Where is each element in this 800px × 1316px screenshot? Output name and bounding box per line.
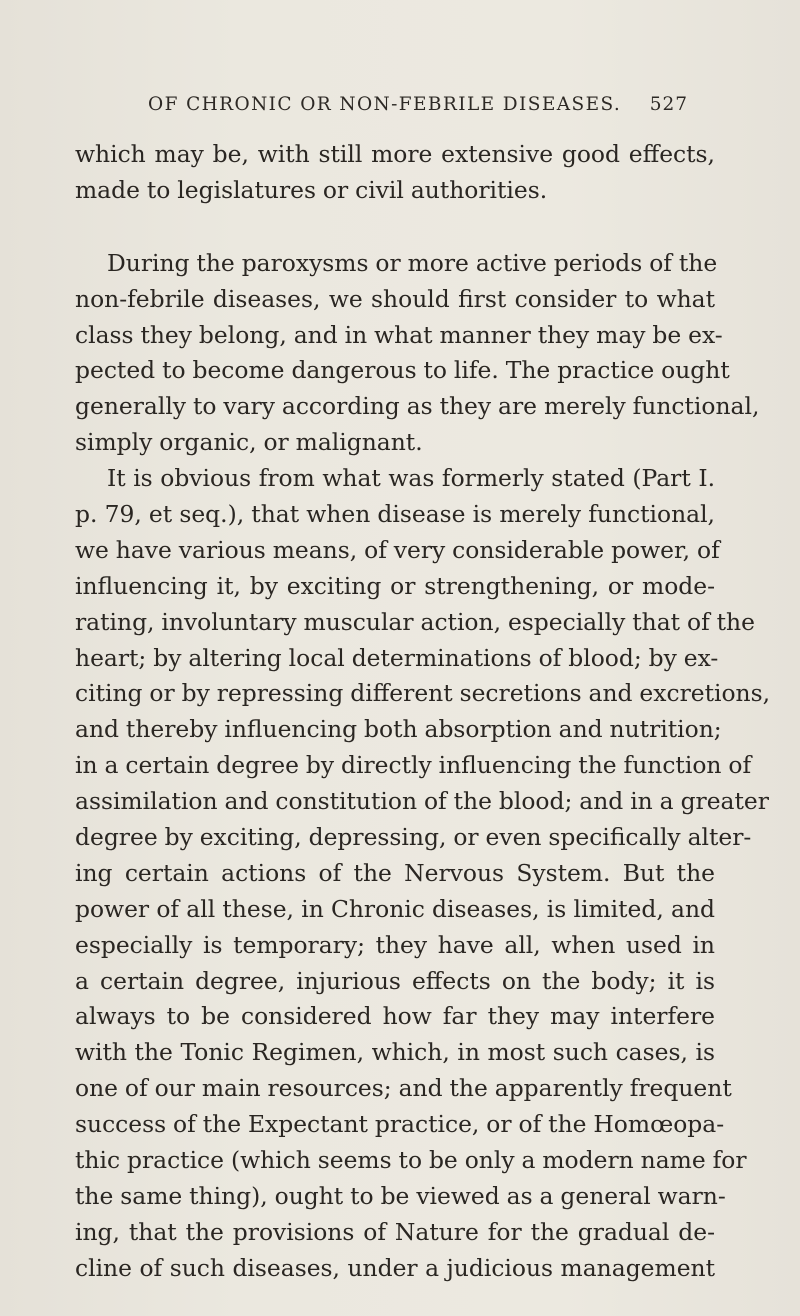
text-line: It is obvious from what was formerly stated (Part I. — [107, 464, 715, 493]
text-line: class they belong, and in what manner they may be ex- — [75, 320, 723, 349]
paragraph — [75, 137, 715, 209]
text-line: heart; by altering local determinations of blood; by ex- — [75, 643, 719, 672]
text-line: one of our main resources; and the apparently frequent — [75, 1074, 732, 1103]
text-line: assimilation and constitution of the blood; and in a greater — [75, 787, 769, 816]
text-line: and thereby influencing both absorption and nutrition; — [75, 715, 722, 744]
running-head — [148, 94, 688, 115]
text-line: especially is temporary; they have all, when used in — [75, 930, 715, 959]
text-line: we have various means, of very considerable power, of — [75, 535, 720, 564]
text-line: influencing it, by exciting or strengthening, or mode- — [75, 571, 715, 600]
text-line: ing certain actions of the Nervous System. But the — [75, 858, 715, 887]
text-line: non-febrile diseases, we should first consider to what — [75, 284, 715, 313]
text-line: ing, that the provisions of Nature for the gradual de- — [75, 1217, 715, 1246]
text-line: pected to become dangerous to life. The practice ought — [75, 356, 730, 385]
text-line: generally to vary according as they are merely functional, — [75, 392, 760, 421]
text-line: degree by exciting, depressing, or even specifically alter- — [75, 823, 752, 852]
text-line: rating, involuntary muscular action, especially that of the — [75, 607, 755, 636]
text-line: power of all these, in Chronic diseases, is limited, and — [75, 894, 715, 923]
text-line: a certain degree, injurious effects on the body; it is — [75, 966, 715, 995]
body-text — [75, 137, 771, 1287]
text-line: which may be, with still more extensive good effects, — [75, 140, 715, 168]
text-line: in a certain degree by directly influencing the function of — [75, 751, 752, 780]
text-line: always to be considered how far they may interfere — [75, 1002, 715, 1031]
text-line: success of the Expectant practice, or of the Homœopa- — [75, 1110, 725, 1139]
paragraph — [75, 461, 771, 1286]
text-line: cline of such diseases, under a judicious management — [75, 1253, 715, 1282]
text-line: made to legislatures or civil authorities. — [75, 175, 548, 204]
running-head-title: OF CHRONIC OR NON-FEBRILE DISEASES. — [148, 94, 622, 115]
text-line: During the paroxysms or more active periods of the — [107, 248, 718, 277]
page-number: 527 — [649, 94, 688, 115]
text-line: thic practice (which seems to be only a modern name for — [75, 1146, 747, 1175]
text-line: with the Tonic Regimen, which, in most such cases, is — [75, 1038, 715, 1067]
text-line: simply organic, or malignant. — [75, 428, 423, 457]
text-line: the same thing), ought to be viewed as a general warn- — [75, 1181, 726, 1210]
paragraph — [75, 246, 760, 461]
text-line: citing or by repressing different secretions and excretions, — [75, 679, 771, 708]
text-line: p. 79, et seq.), that when disease is merely functional, — [75, 500, 715, 529]
